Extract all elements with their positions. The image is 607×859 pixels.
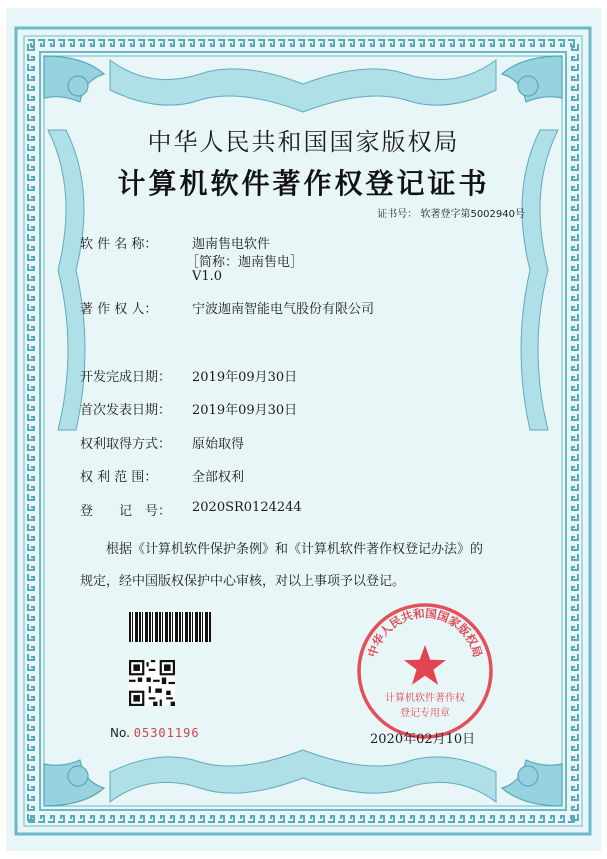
statement-line-1: 根据《计算机软件保护条例》和《计算机软件著作权登记办法》的	[106, 542, 484, 557]
serial-value: 05301196	[133, 726, 200, 740]
completion-date-label: 开发完成日期：	[80, 370, 172, 385]
completion-date-value: 2019年09月30日	[192, 370, 298, 385]
acquisition-method-label: 权利取得方式：	[80, 437, 172, 452]
software-version: V1.0	[192, 269, 223, 284]
serial-label: No.	[110, 726, 130, 740]
copyright-holder-value: 宁波迦南智能电气股份有限公司	[192, 302, 375, 317]
first-publish-date-value: 2019年09月30日	[192, 403, 298, 418]
copyright-holder-label: 著 作 权 人：	[80, 302, 158, 317]
first-publish-date-label: 首次发表日期：	[80, 403, 172, 418]
seal-center-line-2: 登记专用章	[400, 708, 450, 719]
seal-star-icon	[404, 645, 446, 685]
software-name-value: 迦南售电软件	[192, 237, 271, 252]
issuer-title: 中华人民共和国国家版权局	[147, 128, 460, 156]
certificate-number	[377, 205, 525, 220]
rights-scope-label: 权 利 范 围：	[80, 470, 158, 485]
serial-number	[110, 726, 200, 740]
barcode	[129, 612, 211, 642]
statement-line-2: 规定，经中国版权保护中心审核，对以上事项予以登记。	[80, 574, 406, 589]
qr-code	[129, 660, 175, 706]
certificate-number-value: 软著登字第5002940号	[420, 209, 525, 220]
seal-center-line-1: 计算机软件著作权	[385, 693, 465, 704]
software-name-label: 软 件 名 称：	[80, 237, 158, 252]
issue-date: 2020年02月10日	[370, 732, 476, 747]
seal-ring-text: 中华人民共和国国家版权局	[365, 606, 485, 659]
certificate-number-label: 证书号：	[377, 209, 418, 220]
official-seal	[355, 601, 495, 741]
certificate-title: 计算机软件著作权登记证书	[117, 167, 490, 200]
statement-paragraph	[80, 534, 540, 598]
software-short-name: ［简称：迦南售电］	[186, 255, 304, 270]
registration-number-value: 2020SR0124244	[192, 500, 302, 515]
registration-number-label: 登 记 号：	[80, 504, 172, 519]
rights-scope-value: 全部权利	[192, 470, 245, 485]
acquisition-method-value: 原始取得	[192, 437, 245, 452]
